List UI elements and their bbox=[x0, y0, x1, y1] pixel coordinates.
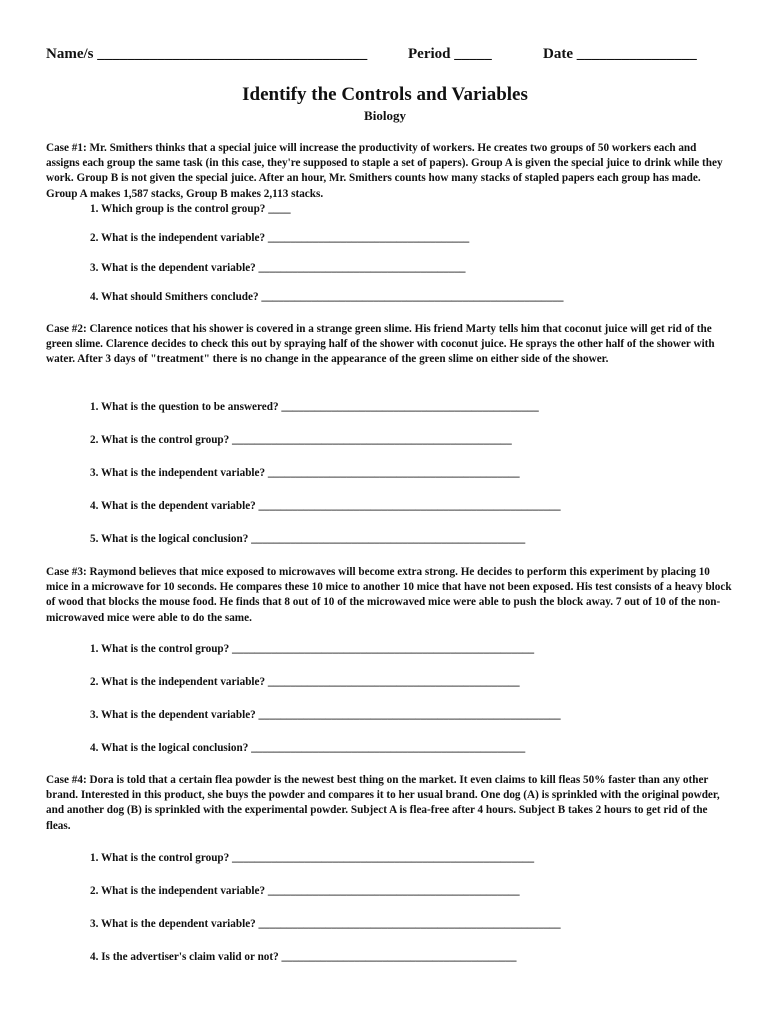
case-1-question-2[interactable]: 2. What is the independent variable? ____________________________________ bbox=[90, 232, 470, 244]
page-subtitle: Biology bbox=[364, 108, 406, 123]
case-1-question-1[interactable]: 1. Which group is the control group? ____ bbox=[90, 203, 291, 215]
case-3-text: Case #3: Raymond believes that mice exposed to microwaves will become extra strong. He decides to perform this experiment by placing 10 mice in a microwave for 10 seconds. He compares these 10 mice to another 10 mice that have not been exposed. His test consists of a heavy block of wood that blocks the mouse food. He finds that 8 out of 10 of the microwaved mice were able to push the block away. 7 out of 10 of the non-microwaved mice were able to do the same. bbox=[46, 566, 732, 624]
case-4-question-1[interactable]: 1. What is the control group? ______________________________________________________ bbox=[90, 852, 535, 864]
case-1-question-4[interactable]: 4. What should Smithers conclude? ______________________________________________________ bbox=[90, 291, 564, 303]
case-4-question-2[interactable]: 2. What is the independent variable? _____________________________________________ bbox=[90, 885, 520, 897]
case-4-question-4[interactable]: 4. Is the advertiser's claim valid or not? __________________________________________ bbox=[90, 951, 517, 963]
case-4-question-3[interactable]: 3. What is the dependent variable? ______________________________________________________ bbox=[90, 918, 561, 930]
case-2-question-5[interactable]: 5. What is the logical conclusion? _________________________________________________ bbox=[90, 533, 526, 545]
period-field[interactable]: Period _____ bbox=[408, 46, 492, 62]
date-field[interactable]: Date ________________ bbox=[543, 46, 697, 62]
case-2-question-3[interactable]: 3. What is the independent variable? _____________________________________________ bbox=[90, 467, 520, 479]
case-3-question-1[interactable]: 1. What is the control group? ______________________________________________________ bbox=[90, 643, 535, 655]
case-4-text: Case #4: Dora is told that a certain flea powder is the newest best thing on the market. It even claims to kill fleas 50% faster than any other brand. Interested in this product, she buys the powder and compares it to her usual brand. One dog (A) is sprinkled with the original powder, and another dog (B) is sprinkled with the experimental powder. Subject A is flea-free after 4 hours. Subject B takes 2 hours to get rid of the fleas. bbox=[46, 774, 720, 832]
case-2-text: Case #2: Clarence notices that his shower is covered in a strange green slime. His friend Marty tells him that coconut juice will get rid of the green slime. Clarence decides to check this out by spraying half of the shower with coconut juice. He sprays the other half of the shower with water. After 3 days of "treatment" there is no change in the appearance of the green slime on either side of the shower. bbox=[46, 323, 715, 366]
case-3-question-4[interactable]: 4. What is the logical conclusion? _________________________________________________ bbox=[90, 742, 526, 754]
case-2-question-4[interactable]: 4. What is the dependent variable? ______________________________________________________ bbox=[90, 500, 561, 512]
case-1-question-3[interactable]: 3. What is the dependent variable? _____________________________________ bbox=[90, 262, 466, 274]
case-2-question-1[interactable]: 1. What is the question to be answered? ______________________________________________ bbox=[90, 401, 539, 413]
case-3-question-2[interactable]: 2. What is the independent variable? _____________________________________________ bbox=[90, 676, 520, 688]
name-field[interactable]: Name/s ____________________________________ bbox=[46, 46, 368, 62]
page-title: Identify the Controls and Variables bbox=[242, 84, 528, 105]
case-1-text: Case #1: Mr. Smithers thinks that a special juice will increase the productivity of workers. He creates two groups of 50 workers each and assigns each group the same task (in this case, they're supposed to staple a set of papers). Group A is given the special juice to drink while they work. Group B is not given the special juice. After an hour, Mr. Smithers counts how many stacks of stapled papers each group has made. Group A makes 1,587 stacks, Group B makes 2,113 stacks. bbox=[46, 142, 723, 200]
case-3-question-3[interactable]: 3. What is the dependent variable? ______________________________________________________ bbox=[90, 709, 561, 721]
case-2-question-2[interactable]: 2. What is the control group? __________________________________________________ bbox=[90, 434, 512, 446]
